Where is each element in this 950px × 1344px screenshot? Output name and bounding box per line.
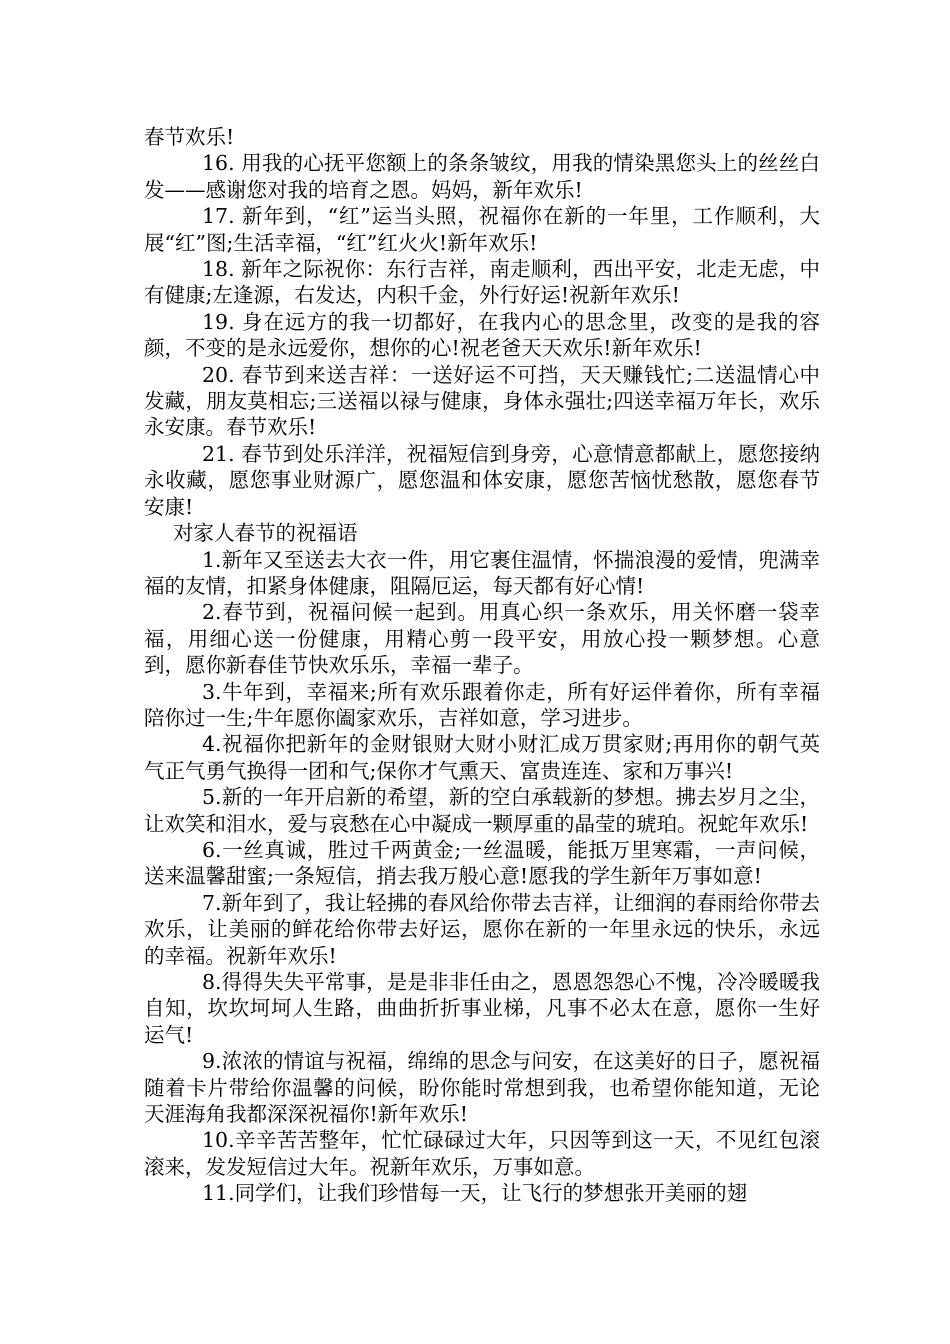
paragraph: 19. 身在远方的我一切都好，在我内心的思念里，改变的是我的容颜，不变的是永远爱你，想你的心!祝老爸天天欢乐!新年欢乐!: [144, 309, 820, 361]
paragraph: 9.浓浓的情谊与祝福，绵绵的思念与问安，在这美好的日子，愿祝福随着卡片带给你温馨的问候，盼你能时常想到我，也希望你能知道，无论天涯海角我都深深祝福你!新年欢乐!: [144, 1049, 820, 1127]
section-heading: 对家人春节的祝福语: [173, 521, 358, 546]
paragraph: 11.同学们，让我们珍惜每一天，让飞行的梦想张开美丽的翅: [202, 1181, 748, 1206]
paragraph: 4.祝福你把新年的金财银财大财小财汇成万贯家财;再用你的朝气英气正气勇气换得一团和气;保你才气熏天、富贵连连、家和万事兴!: [144, 732, 820, 783]
paragraph: 16. 用我的心抚平您额上的条条皱纹，用我的情染黑您头上的丝丝白发——感谢您对我的培育之恩。妈妈，新年欢乐!: [144, 151, 820, 202]
paragraph: 春节欢乐!: [144, 125, 235, 149]
paragraph: 1.新年又至送去大衣一件，用它裹住温情，怀揣浪漫的爱情，兜满幸福的友情，扣紧身体健康，阻隔厄运，每天都有好心情!: [144, 547, 820, 598]
paragraph: 17. 新年到，“红”运当头照，祝福你在新的一年里，工作顺利，大展“红”图;生活幸福，“红”红火火!新年欢乐!: [144, 204, 820, 255]
paragraph: 2.春节到，祝福问候一起到。用真心织一条欢乐，用关怀磨一袋幸福，用细心送一份健康，用精心剪一段平安，用放心投一颗梦想。心意到，愿你新春佳节快欢乐乐，幸福一辈子。: [144, 600, 820, 678]
document-page: [144, 124, 820, 1207]
paragraph: 20. 春节到来送吉祥：一送好运不可挡，天天赚钱忙;二送温情心中发藏，朋友莫相忘;三送福以禄与健康，身体永强壮;四送幸福万年长，欢乐永安康。春节欢乐!: [144, 362, 820, 440]
paragraph: 7.新年到了，我让轻拂的春风给你带去吉祥，让细润的春雨给你带去欢乐，让美丽的鲜花给你带去好运，愿你在新的一年里永远的快乐，永远的幸福。祝新年欢乐!: [144, 890, 820, 968]
paragraph: 8.得得失失平常事，是是非非任由之，恩恩怨怨心不愧，冷冷暖暖我自知，坎坎坷坷人生路，曲曲折折事业梯，凡事不必太在意，愿你一生好运气!: [144, 970, 820, 1047]
paragraph: 10.辛辛苦苦整年，忙忙碌碌过大年，只因等到这一天，不见红包滚滚来，发发短信过大年。祝新年欢乐，万事如意。: [144, 1128, 820, 1179]
paragraph: 18. 新年之际祝你：东行吉祥，南走顺利，西出平安，北走无虑，中有健康;左逢源，右发达，内积千金，外行好运!祝新年欢乐!: [144, 257, 820, 308]
paragraph: 3.牛年到，幸福来;所有欢乐跟着你走，所有好运伴着你，所有幸福陪你过一生;牛年愿你阖家欢乐，吉祥如意，学习进步。: [144, 679, 820, 730]
paragraph: 6.一丝真诚，胜过千两黄金;一丝温暖，能抵万里寒霜，一声问候，送来温馨甜蜜;一条短信，捎去我万般心意!愿我的学生新年万事如意!: [144, 837, 820, 889]
paragraph: 21. 春节到处乐洋洋，祝福短信到身旁，心意情意都献上，愿您接纳永收藏，愿您事业财源广，愿您温和体安康，愿您苦恼忧愁散，愿您春节安康!: [144, 441, 820, 519]
paragraph: 5.新的一年开启新的希望，新的空白承载新的梦想。拂去岁月之尘，让欢笑和泪水，爱与哀愁在心中凝成一颗厚重的晶莹的琥珀。祝蛇年欢乐!: [144, 785, 820, 836]
